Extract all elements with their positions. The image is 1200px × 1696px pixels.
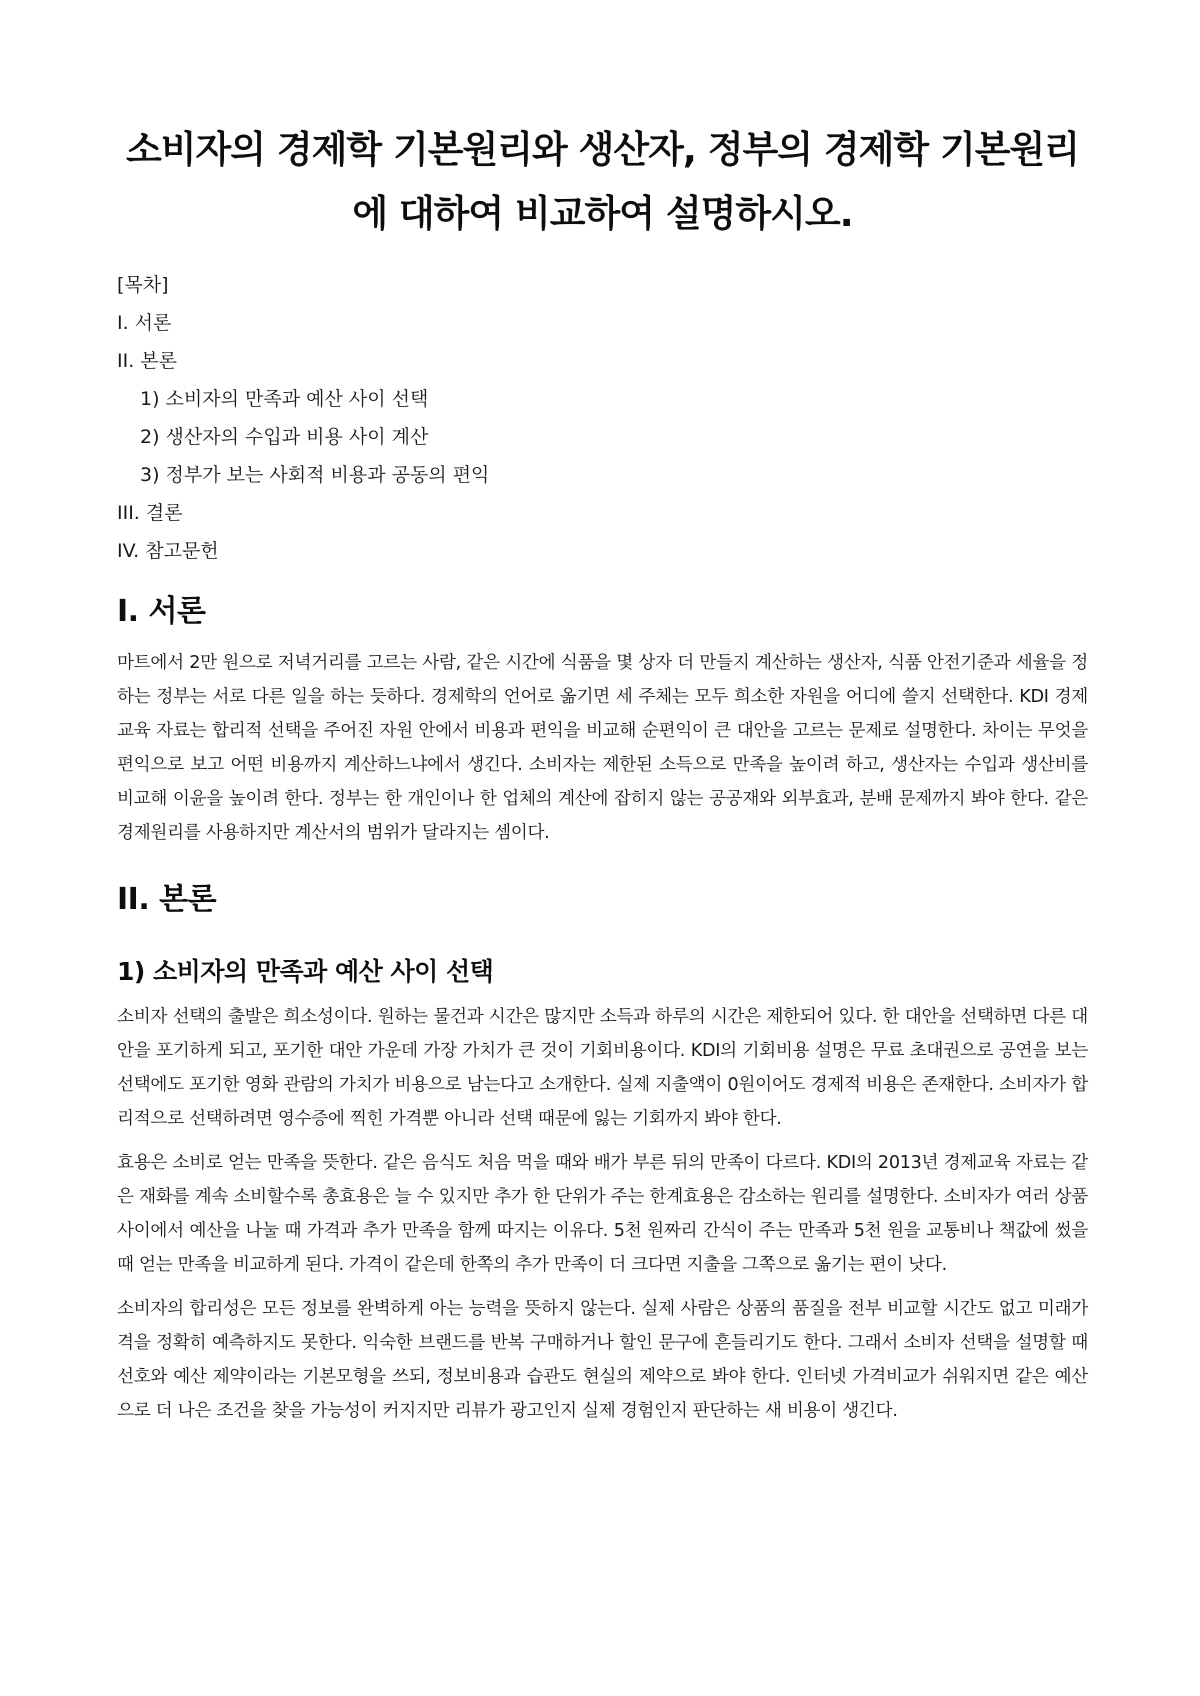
table-of-contents bbox=[117, 266, 1088, 570]
toc-item-references: IV. 참고문헌 bbox=[117, 540, 219, 562]
toc-item-sub2: 2) 생산자의 수입과 비용 사이 계산 bbox=[140, 426, 429, 448]
intro-paragraph: 마트에서 2만 원으로 저녁거리를 고르는 사람, 같은 시간에 식품을 몇 상자 더 만들지 계산하는 생산자, 식품 안전기준과 세율을 정하는 정부는 서로 다른 일을 하는 듯하다. 경제학의 언어로 옮기면 세 주체는 모두 희소한 자원을 어디에 쓸지 선택한다. KDI 경제교육 자료는 합리적 선택을 주어진 자원 안에서 비용과 편익을 비교해 순편익이 큰 대안을 고르는 문제로 설명한다. 차이는 무엇을 편익으로 보고 어떤 비용까지 계산하느냐에서 생긴다. 소비자는 제한된 소득으로 만족을 높이려 하고, 생산자는 수입과 생산비를 비교해 이윤을 높이려 한다. 정부는 한 개인이나 한 업체의 계산에 잡히지 않는 공공재와 외부효과, 분배 문제까지 봐야 한다. 같은 경제원리를 사용하지만 계산서의 범위가 달라지는 셈이다. bbox=[117, 653, 1088, 843]
title-line-2: 에 대하여 비교하여 설명하시오. bbox=[352, 192, 853, 235]
toc-heading: [목차] bbox=[117, 274, 169, 296]
document-title bbox=[117, 118, 1088, 246]
sub1-paragraph-3: 소비자의 합리성은 모든 정보를 완벽하게 아는 능력을 뜻하지 않는다. 실제 사람은 상품의 품질을 전부 비교할 시간도 없고 미래가격을 정확히 예측하지도 못한다. 익숙한 브랜드를 반복 구매하거나 할인 문구에 흔들리기도 한다. 그래서 소비자 선택을 설명할 때 선호와 예산 제약이라는 기본모형을 쓰되, 정보비용과 습관도 현실의 제약으로 봐야 한다. 인터넷 가격비교가 쉬워지면 같은 예산으로 더 나은 조건을 찾을 가능성이 커지지만 리뷰가 광고인지 실제 경험인지 판단하는 새 비용이 생긴다. bbox=[117, 1299, 1088, 1421]
toc-item-sub3: 3) 정부가 보는 사회적 비용과 공동의 편익 bbox=[140, 464, 490, 486]
toc-item-sub1: 1) 소비자의 만족과 예산 사이 선택 bbox=[140, 388, 429, 410]
title-line-1: 소비자의 경제학 기본원리와 생산자, 정부의 경제학 기본원리 bbox=[126, 128, 1079, 171]
body-heading: II. 본론 bbox=[117, 882, 217, 917]
sub1-paragraph-2: 효용은 소비로 얻는 만족을 뜻한다. 같은 음식도 처음 먹을 때와 배가 부른 뒤의 만족이 다르다. KDI의 2013년 경제교육 자료는 같은 재화를 계속 소비할수록 총효용은 늘 수 있지만 추가 한 단위가 주는 한계효용은 감소하는 원리를 설명한다. 소비자가 여러 상품 사이에서 예산을 나눌 때 가격과 추가 만족을 함께 따지는 이유다. 5천 원짜리 간식이 주는 만족과 5천 원을 교통비나 책값에 썼을 때 얻는 만족을 비교하게 된다. 가격이 같은데 한쪽의 추가 만족이 더 크다면 지출을 그쪽으로 옮기는 편이 낫다. bbox=[117, 1153, 1088, 1275]
sub1-paragraph-1: 소비자 선택의 출발은 희소성이다. 원하는 물건과 시간은 많지만 소득과 하루의 시간은 제한되어 있다. 한 대안을 선택하면 다른 대안을 포기하게 되고, 포기한 대안 가운데 가장 가치가 큰 것이 기회비용이다. KDI의 기회비용 설명은 무료 초대권으로 공연을 보는 선택에도 포기한 영화 관람의 가치가 비용으로 남는다고 소개한다. 실제 지출액이 0원이어도 경제적 비용은 존재한다. 소비자가 합리적으로 선택하려면 영수증에 찍힌 가격뿐 아니라 선택 때문에 잃는 기회까지 봐야 한다. bbox=[117, 1007, 1088, 1129]
sub1-heading: 1) 소비자의 만족과 예산 사이 선택 bbox=[117, 957, 494, 986]
toc-item-intro: I. 서론 bbox=[117, 312, 172, 334]
toc-item-conclusion: III. 결론 bbox=[117, 502, 183, 524]
intro-heading: I. 서론 bbox=[117, 594, 206, 629]
toc-item-body: II. 본론 bbox=[117, 350, 177, 372]
